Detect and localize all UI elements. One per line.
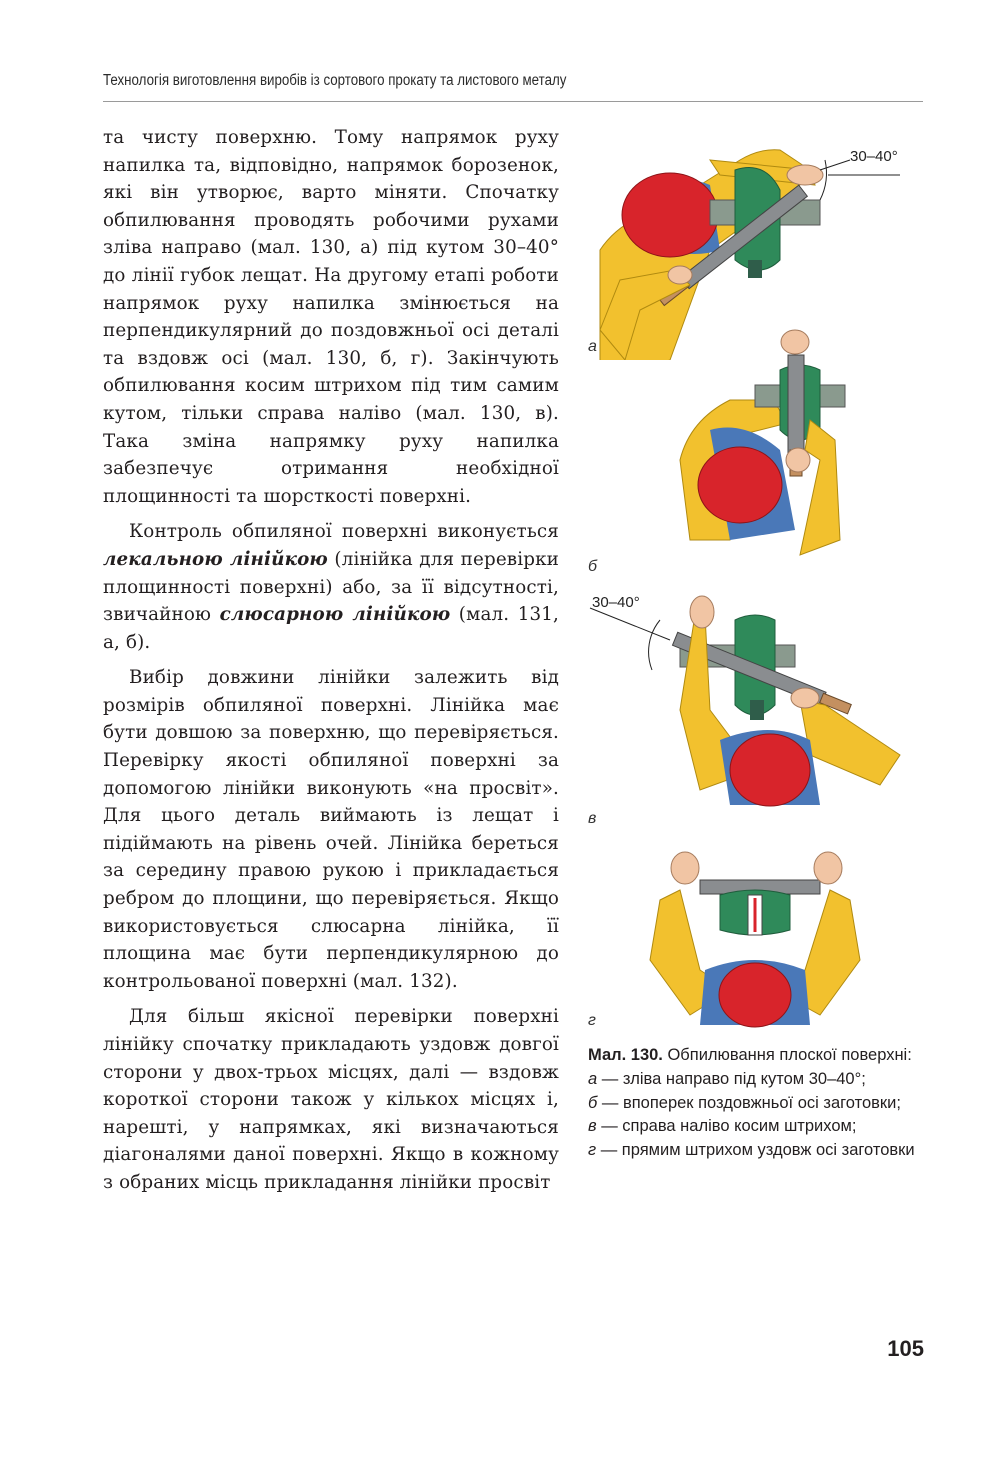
caption-item-b (588, 1092, 923, 1116)
caption-item-v (588, 1115, 923, 1139)
figure-v (580, 590, 925, 835)
caption-title: Мал. 130. (588, 1046, 663, 1064)
figure-label-g: г (588, 1012, 596, 1029)
caption-letter: а (588, 1069, 598, 1088)
page-number: 105 (887, 1336, 924, 1361)
p2-part-c: (лінійка для перевірки площинності поверхні) або, за її відсутності, звичайною (103, 548, 560, 626)
figure-g (580, 840, 925, 1035)
figure-label-a: а (588, 338, 597, 355)
caption-item-text: — справа наліво косим штрихом; (596, 1117, 857, 1136)
paragraph-2 (103, 518, 559, 656)
term-curve-ruler: лекальною лінійкою (103, 548, 328, 570)
caption-item-g (588, 1139, 923, 1163)
caption-heading (588, 1044, 923, 1068)
paragraph-4: Для більш якісної перевірки поверхні лінійку спочатку прикладають уздовж довгої сторони у двох-трьох місцях, далі — вздовж короткої сторони також у кількох місцях і, нарешті, у напрямках, які визначаються діагоналями даної поверхні. Якщо в кожному з обраних місць прикладання лінійки просвіт (103, 1006, 559, 1193)
filing-illustration-g (580, 840, 925, 1035)
caption-item-a (588, 1068, 923, 1092)
figure-b (580, 310, 925, 580)
p2-part-a: Контроль обпиляної поверхні виконується (129, 521, 559, 543)
header-rule (103, 101, 923, 102)
caption-letter: в (588, 1117, 597, 1136)
figure-label-v: в (588, 810, 597, 827)
paragraph-3: Вибір довжини лінійки залежить від розмірів обпиляної поверхні. Лінійка має бути довшою за поверхню, що перевіряється. Перевірку якості обпиляної поверхні за допомогою лінійки виконують «на просвіт». Для цього деталь виймають із лещат і підіймають на рівень очей. Лінійка береться за середину правою рукою і прикладається ребром до площини, що перевіряється. Якщо використовується слюсарна лінійка, її площина має бути перпендикулярною до контрольованої поверхні (мал. 132). (103, 667, 559, 992)
filing-illustration-v (580, 590, 925, 835)
caption-item-text: — впоперек поздовжньої осі заготовки; (597, 1093, 901, 1112)
figure-label-b: б (588, 558, 597, 575)
caption-letter: б (588, 1093, 598, 1112)
paragraph-1: та чисту поверхню. Тому напрямок руху напилка та, відповідно, напрямок борозенок, які він утворює, варто міняти. Спочатку обпилювання проводять робочими рухами зліва направо (мал. 130, а) під кутом 30–40° до лінії губок лещат. На другому етапі роботи напрямок руху напилка змінюється на перпендикулярний до поздовжньої осі деталі та вздовж осі (мал. 130, б, г). Закінчують обпилювання косим штрихом під тим самим кутом, тільки справа наліво (мал. 130, в). Така зміна напрямку руху напилка забезпечує отримання необхідної площинності та шорсткості поверхні. (103, 127, 559, 507)
angle-label-v: 30–40° (592, 594, 640, 611)
figure-caption (588, 1044, 923, 1163)
angle-label-a: 30–40° (850, 148, 898, 165)
running-title: Технологія виготовлення виробів із сортового прокату та листового металу (103, 72, 567, 89)
filing-illustration-b (580, 310, 925, 580)
caption-item-text: — зліва направо під кутом 30–40°; (597, 1069, 866, 1088)
caption-item-text: — прямим штрихом уздовж осі заготовки (596, 1141, 915, 1160)
p2-part-e: (мал. 131, а, б). (103, 604, 559, 653)
term-fitter-ruler: слюсарною лінійкою (219, 604, 451, 626)
main-text (103, 124, 559, 1197)
caption-letter: г (588, 1141, 597, 1160)
caption-text: Обпилювання плоскої поверхні: (662, 1046, 912, 1064)
